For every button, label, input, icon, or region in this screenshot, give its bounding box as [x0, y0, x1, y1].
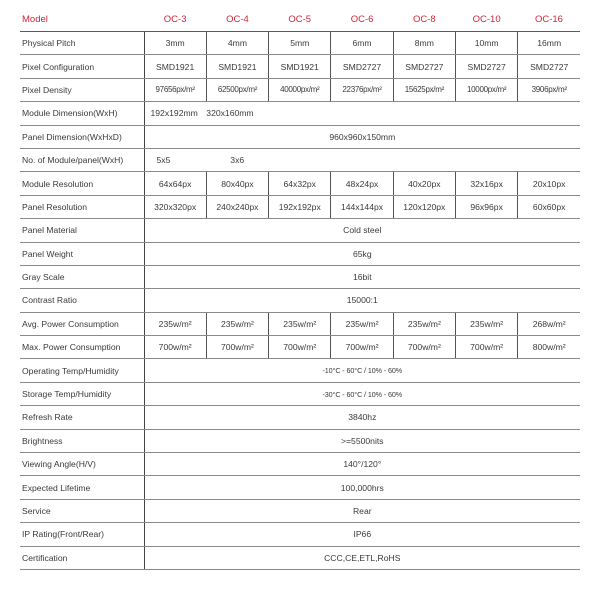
- table-cell: 700w/m²: [206, 336, 268, 359]
- row-panel-dimension: [20, 125, 580, 148]
- table-cell-span: 100,000hrs: [144, 476, 580, 499]
- table-cell: 320x320px: [144, 195, 206, 218]
- row-label: IP Rating(Front/Rear): [20, 523, 144, 546]
- table-cell-span: 320x160mm: [206, 102, 580, 125]
- table-cell: 192x192px: [269, 195, 331, 218]
- model-oc4: OC-4: [206, 8, 268, 32]
- row-module-resolution: [20, 172, 580, 195]
- table-cell: 22376px/m²: [331, 78, 393, 101]
- table-cell: 64x64px: [144, 172, 206, 195]
- model-oc16: OC-16: [518, 8, 580, 32]
- table-cell: 235w/m²: [144, 312, 206, 335]
- header-row: [20, 8, 580, 32]
- row-label: Panel Material: [20, 219, 144, 242]
- row-label: Operating Temp/Humidity: [20, 359, 144, 382]
- row-gray-scale: [20, 265, 580, 288]
- row-label: Panel Dimension(WxHxD): [20, 125, 144, 148]
- table-cell-span: 65kg: [144, 242, 580, 265]
- table-cell: 80x40px: [206, 172, 268, 195]
- row-label: Panel Weight: [20, 242, 144, 265]
- row-label: Max. Power Consumption: [20, 336, 144, 359]
- table-cell-oc3: 5x5: [144, 148, 206, 171]
- row-ip-rating: [20, 523, 580, 546]
- table-cell-span: -10°C - 60°C / 10% - 60%: [144, 359, 580, 382]
- row-label: Avg. Power Consumption: [20, 312, 144, 335]
- row-brightness: [20, 429, 580, 452]
- row-label: Gray Scale: [20, 265, 144, 288]
- table-cell: 20x10px: [518, 172, 580, 195]
- table-cell: 64x32px: [269, 172, 331, 195]
- table-cell: 235w/m²: [206, 312, 268, 335]
- table-cell: 15625px/m²: [393, 78, 455, 101]
- table-cell: 700w/m²: [331, 336, 393, 359]
- row-label: Certification: [20, 546, 144, 569]
- table-cell: 62500px/m²: [206, 78, 268, 101]
- model-oc5: OC-5: [269, 8, 331, 32]
- row-physical-pitch: [20, 32, 580, 55]
- table-cell: 10mm: [455, 32, 517, 55]
- table-cell-oc3: 192x192mm: [144, 102, 206, 125]
- table-cell: 268w/m²: [518, 312, 580, 335]
- table-cell: 120x120px: [393, 195, 455, 218]
- table-cell: 700w/m²: [144, 336, 206, 359]
- table-cell-span: Cold steel: [144, 219, 580, 242]
- table-cell: SMD1921: [269, 55, 331, 78]
- row-panel-weight: [20, 242, 580, 265]
- table-cell-span: IP66: [144, 523, 580, 546]
- table-cell-span: CCC,CE,ETL,RoHS: [144, 546, 580, 569]
- table-cell-span: Rear: [144, 499, 580, 522]
- model-oc6: OC-6: [331, 8, 393, 32]
- table-cell: 4mm: [206, 32, 268, 55]
- row-label: Panel Resolution: [20, 195, 144, 218]
- row-refresh-rate: [20, 406, 580, 429]
- model-header: Model: [20, 8, 144, 32]
- row-operating-temp: [20, 359, 580, 382]
- table-cell: 60x60px: [518, 195, 580, 218]
- table-cell: 40x20px: [393, 172, 455, 195]
- table-cell: 40000px/m²: [269, 78, 331, 101]
- model-oc10: OC-10: [455, 8, 517, 32]
- table-cell: 144x144px: [331, 195, 393, 218]
- table-cell-span: -30°C - 60°C / 10% - 60%: [144, 382, 580, 405]
- table-cell: 700w/m²: [455, 336, 517, 359]
- row-modules-per-panel: [20, 148, 580, 171]
- table-cell-span: 16bit: [144, 265, 580, 288]
- table-cell: SMD2727: [331, 55, 393, 78]
- table-cell: 235w/m²: [455, 312, 517, 335]
- row-service: [20, 499, 580, 522]
- row-panel-resolution: [20, 195, 580, 218]
- table-cell: 235w/m²: [269, 312, 331, 335]
- table-cell: 3mm: [144, 32, 206, 55]
- row-module-dimension: [20, 102, 580, 125]
- table-cell: SMD1921: [144, 55, 206, 78]
- table-cell: 700w/m²: [393, 336, 455, 359]
- table-cell: SMD2727: [518, 55, 580, 78]
- row-label: Contrast Ratio: [20, 289, 144, 312]
- table-cell: 3906px/m²: [518, 78, 580, 101]
- table-cell: 6mm: [331, 32, 393, 55]
- table-cell: 97656px/m²: [144, 78, 206, 101]
- table-cell: 5mm: [269, 32, 331, 55]
- row-max-power: [20, 336, 580, 359]
- row-label: Expected Lifetime: [20, 476, 144, 499]
- row-label: Viewing Angle(H/V): [20, 453, 144, 476]
- row-label: Module Dimension(WxH): [20, 102, 144, 125]
- row-certification: [20, 546, 580, 569]
- row-label: Refresh Rate: [20, 406, 144, 429]
- table-cell: 240x240px: [206, 195, 268, 218]
- table-cell: 96x96px: [455, 195, 517, 218]
- row-pixel-density: [20, 78, 580, 101]
- table-cell-span: 15000:1: [144, 289, 580, 312]
- row-label: Module Resolution: [20, 172, 144, 195]
- table-cell: 8mm: [393, 32, 455, 55]
- table-cell: 235w/m²: [393, 312, 455, 335]
- table-cell: SMD2727: [393, 55, 455, 78]
- row-panel-material: [20, 219, 580, 242]
- row-label: Brightness: [20, 429, 144, 452]
- spec-table: [20, 8, 580, 570]
- row-viewing-angle: [20, 453, 580, 476]
- row-contrast-ratio: [20, 289, 580, 312]
- table-cell-span: 3840hz: [144, 406, 580, 429]
- row-label: Service: [20, 499, 144, 522]
- row-expected-lifetime: [20, 476, 580, 499]
- table-cell: 32x16px: [455, 172, 517, 195]
- row-pixel-configuration: [20, 55, 580, 78]
- table-cell: SMD2727: [455, 55, 517, 78]
- table-cell: 700w/m²: [269, 336, 331, 359]
- table-cell-span: 140°/120°: [144, 453, 580, 476]
- table-cell-span: 3x6: [206, 148, 580, 171]
- table-cell: 235w/m²: [331, 312, 393, 335]
- table-cell: SMD1921: [206, 55, 268, 78]
- table-cell: 48x24px: [331, 172, 393, 195]
- table-cell-span: 960x960x150mm: [144, 125, 580, 148]
- row-label: No. of Module/panel(WxH): [20, 148, 144, 171]
- row-storage-temp: [20, 382, 580, 405]
- row-label: Pixel Configuration: [20, 55, 144, 78]
- row-label: Physical Pitch: [20, 32, 144, 55]
- table-cell: 16mm: [518, 32, 580, 55]
- table-cell: 10000px/m²: [455, 78, 517, 101]
- model-oc8: OC-8: [393, 8, 455, 32]
- table-cell: 800w/m²: [518, 336, 580, 359]
- table-cell-span: >=5500nits: [144, 429, 580, 452]
- row-label: Pixel Density: [20, 78, 144, 101]
- row-avg-power: [20, 312, 580, 335]
- model-oc3: OC-3: [144, 8, 206, 32]
- row-label: Storage Temp/Humidity: [20, 382, 144, 405]
